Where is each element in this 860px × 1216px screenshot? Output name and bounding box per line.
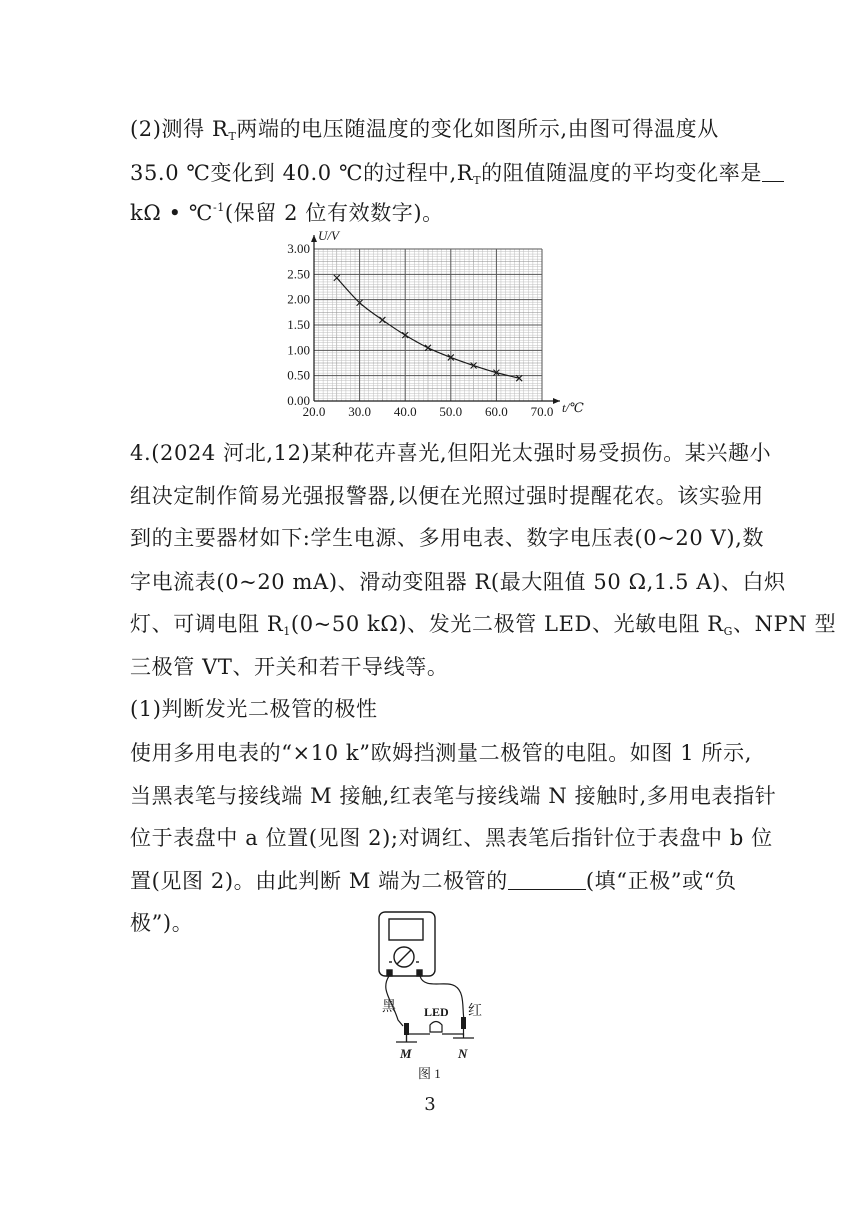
text: 置(见图 2)。由此判断 M 端为二极管的	[130, 869, 508, 893]
subscript: 1	[283, 625, 291, 638]
red-probe-label: 红	[468, 1004, 482, 1019]
black-probe-label: 黑	[382, 1000, 396, 1015]
x-tick-label: 60.0	[485, 404, 508, 419]
q4-line-6: 三极管 VT、开关和若干导线等。	[130, 655, 449, 679]
multimeter	[379, 912, 435, 976]
subscript: G	[723, 625, 734, 638]
text: (填“正极”或“负	[585, 869, 737, 893]
text: 灯、可调电阻 R	[130, 612, 284, 636]
answer-blank[interactable]	[762, 163, 784, 182]
terminal-n-label: N	[458, 1046, 468, 1061]
voltage-temperature-chart	[278, 228, 608, 424]
y-axis-arrow-icon	[311, 235, 317, 242]
text: kΩ • ℃	[130, 201, 213, 225]
red-probe-socket	[417, 970, 422, 976]
multimeter-display	[389, 919, 423, 940]
q4-line-12: 极”)。	[130, 911, 194, 935]
y-axis-label: U/V	[318, 228, 339, 243]
text: (保留 2 位有效数字)。	[224, 201, 444, 225]
red-probe-icon	[461, 1017, 466, 1036]
x-tick-label: 50.0	[439, 404, 463, 419]
text: 35.0 ℃变化到 40.0 ℃的过程中,R	[130, 161, 474, 185]
q3-line-2	[130, 157, 784, 187]
x-tick-label: 20.0	[302, 404, 326, 419]
dial-pointer	[397, 950, 411, 964]
y-tick-label: 1.50	[287, 317, 310, 332]
black-probe-socket	[387, 970, 392, 976]
q4-line-11	[130, 865, 737, 895]
text: 的阻值随温度的平均变化率是	[481, 161, 762, 185]
y-tick-label: 0.50	[287, 367, 310, 383]
q3-line-3	[130, 197, 444, 227]
y-tick-label: 0.00	[287, 393, 310, 408]
terminal-m-label: M	[400, 1046, 412, 1061]
q4-line-1: 4.(2024 河北,12)某种花卉喜光,但阳光太强时易受损伤。某兴趣小	[130, 441, 772, 465]
figure-caption: 图 1	[418, 1066, 441, 1081]
x-axis-arrow-icon	[553, 398, 560, 404]
x-tick-label: 70.0	[530, 404, 554, 419]
q4-line-2: 组决定制作简易光强报警器,以便在光照过强时提醒花农。该实验用	[130, 484, 764, 508]
q3-line-1	[130, 113, 719, 143]
led-label: LED	[424, 1005, 449, 1019]
superscript: -1	[212, 201, 225, 214]
x-tick-label: 40.0	[393, 404, 417, 419]
answer-blank[interactable]	[508, 871, 586, 890]
led-icon	[407, 1022, 464, 1043]
q4-line-7: (1)判断发光二极管的极性	[130, 697, 378, 721]
subscript: T	[228, 130, 237, 143]
text: (0~50 kΩ)、发光二极管 LED、光敏电阻 R	[290, 612, 724, 636]
text: 、NPN 型	[733, 612, 837, 636]
q4-line-4: 字电流表(0~20 mA)、滑动变阻器 R(最大阻值 50 Ω,1.5 A)、白炽	[130, 570, 786, 594]
x-tick-label: 30.0	[348, 404, 371, 419]
text: (2)测得 R	[130, 117, 229, 141]
q4-line-5	[130, 608, 836, 638]
q4-line-8: 使用多用电表的“×10 k”欧姆挡测量二极管的电阻。如图 1 所示,	[130, 741, 752, 765]
x-axis-label: t/℃	[562, 400, 584, 415]
y-tick-label: 2.00	[287, 291, 310, 307]
subscript: T	[473, 174, 482, 187]
q4-line-9: 当黑表笔与接线端 M 接触,红表笔与接线端 N 接触时,多用电表指针	[130, 784, 777, 808]
y-tick-label: 3.00	[287, 241, 310, 256]
page-number: 3	[424, 1094, 436, 1115]
q4-line-10: 位于表盘中 a 位置(见图 2);对调红、黑表笔后指针位于表盘中 b 位	[130, 826, 773, 850]
y-tick-label: 1.00	[287, 342, 310, 358]
text: 两端的电压随温度的变化如图所示,由图可得温度从	[236, 117, 719, 141]
q4-line-3: 到的主要器材如下:学生电源、多用电表、数字电压表(0~20 V),数	[130, 526, 765, 550]
axes	[311, 235, 560, 404]
y-tick-label: 2.50	[287, 266, 310, 282]
figure-1-multimeter-circuit	[370, 910, 500, 1082]
